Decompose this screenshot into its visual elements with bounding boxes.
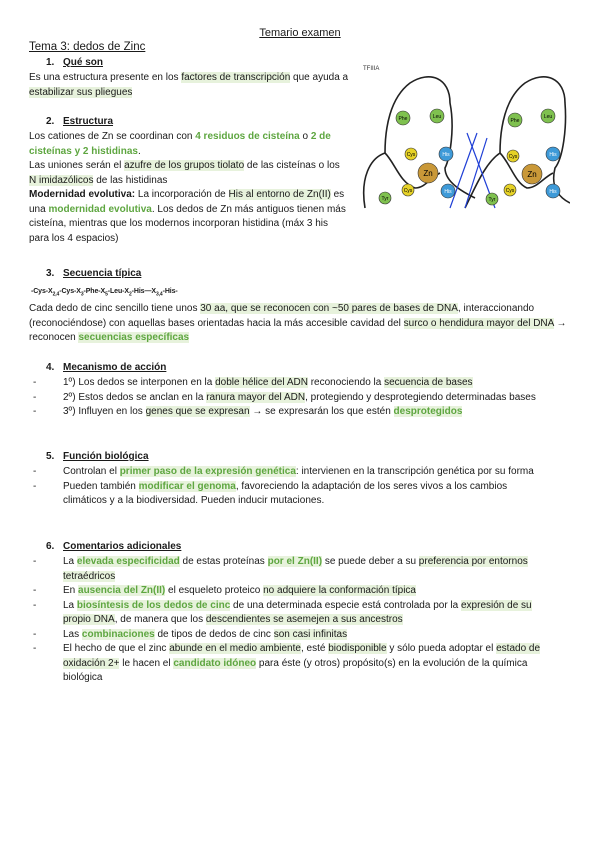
list-item: - Pueden también modificar el genoma, favoreciendo la adaptación de los seres vivos a los cambios climáticos y a la biodiversidad. Pueden inducir mutaciones.: [29, 480, 549, 509]
section-text-estructura: [29, 130, 349, 246]
list-item: - Controlan el primer paso de la expresión genética: intervienen en la transcripción genética por su forma: [29, 465, 549, 480]
zinc-label: Zn: [527, 170, 537, 179]
section-heading-funcion: 5. Función biológica: [46, 451, 149, 462]
section-text-secuencia: Cada dedo de cinc sencillo tiene unos 30 aa, que se reconocen con ~50 pares de bases de DNA, interaccionando (reconociéndose) con aquellas bases orientadas hacia la más accesible cavidad del surco o hendidura mayor del DNA → reconocen secuencias específicas: [29, 303, 567, 343]
residue-label: Leu: [543, 114, 553, 120]
residue-label: His: [549, 189, 557, 195]
residue-label: Phe: [398, 116, 408, 122]
residue-label: Phe: [510, 118, 520, 124]
section-heading-secuencia: 3. Secuencia típica: [46, 268, 142, 279]
residue-label: Cys: [403, 188, 413, 194]
topic-title: Tema 3: dedos de Zinc: [29, 41, 146, 53]
residue-label: Cys: [505, 188, 515, 194]
consensus-sequence: $-Cys-X_{2,4}-Cys-X_3-Phe-X_5-Leu-X_2-His—X_{3,4}-His-$: [31, 288, 178, 298]
list-item: - 3º) Influyen en los genes que se expresan → se expresarán los que estén desprotegidos: [29, 405, 549, 420]
section-heading-que-son: 1. Qué son: [46, 57, 104, 68]
list-item: - El hecho de que el zinc abunde en el medio ambiente, esté biodisponible y sólo pueda adoptar el estado de oxidación 2+ le hacen el candidato idóneo para éste (y otros) propósito(s) en la evolución de la química biológica: [29, 642, 549, 686]
list-item: - En ausencia del Zn(II) el esqueleto proteico no adquiere la conformación típica: [29, 584, 549, 599]
residue-label: Leu: [432, 114, 442, 120]
backbone-lines: [364, 77, 570, 208]
residue-label: Cys: [406, 152, 416, 158]
residues-left: [379, 109, 455, 204]
residues-right: [486, 109, 560, 205]
residue-label: Cys: [508, 154, 518, 160]
zinc-finger-diagram: [355, 58, 570, 213]
paragraph-modernidad: Modernidad evolutiva: La incorporación de His al entorno de Zn(II) es una modernidad evolutiva. Los dedos de Zn más antiguos tienen más cisteína, mientras que los modernos incorporan histidina (máx 3 his para los 4 espacios): [29, 189, 346, 244]
list-item: - La biosíntesis de los dedos de cinc de una determinada especie está controlada por la expresión de su propio DNA, de manera que los descendientes se asemejen a sus ancestros: [29, 599, 549, 628]
section-heading-estructura: 2. Estructura: [46, 116, 114, 127]
residue-label: His: [444, 189, 452, 195]
list-item: - 1º) Los dedos se interponen en la doble hélice del ADN reconociendo la secuencia de bases: [29, 376, 549, 391]
section-list-funcion: [29, 465, 549, 509]
section-list-mecanismo: [29, 376, 549, 420]
zinc-label: Zn: [423, 169, 433, 178]
section-list-comentarios: [29, 555, 549, 686]
document-title: Temario examen: [259, 27, 341, 39]
residue-label: Tyr: [381, 196, 389, 202]
section-heading-comentarios: 6. Comentarios adicionales: [46, 541, 182, 552]
residue-label: Tyr: [488, 197, 496, 203]
section-heading-mecanismo: 4. Mecanismo de acción: [46, 362, 167, 373]
paragraph-coordinacion: Los cationes de Zn se coordinan con 4 residuos de cisteína o 2 de cisteínas y 2 histidinas.: [29, 131, 331, 157]
section-text-que-son: Es una estructura presente en los factores de transcripción que ayuda a estabilizar sus pliegues: [29, 72, 349, 98]
list-item: - La elevada especificidad de estas proteínas por el Zn(II) se puede deber a su preferencia por entornos tetraédricos: [29, 555, 549, 584]
residue-label: His: [442, 152, 450, 158]
list-item: - Las combinaciones de tipos de dedos de cinc son casi infinitas: [29, 628, 549, 643]
list-item: - 2º) Estos dedos se anclan en la ranura mayor del ADN, protegiendo y desprotegiendo determinadas bases: [29, 391, 549, 406]
residue-label: His: [549, 152, 557, 158]
paragraph-uniones: Las uniones serán el azufre de los grupos tiolato de las cisteínas o los N imidazólicos de las histidinas: [29, 160, 340, 186]
figure-label: TFIIIA: [363, 66, 380, 72]
